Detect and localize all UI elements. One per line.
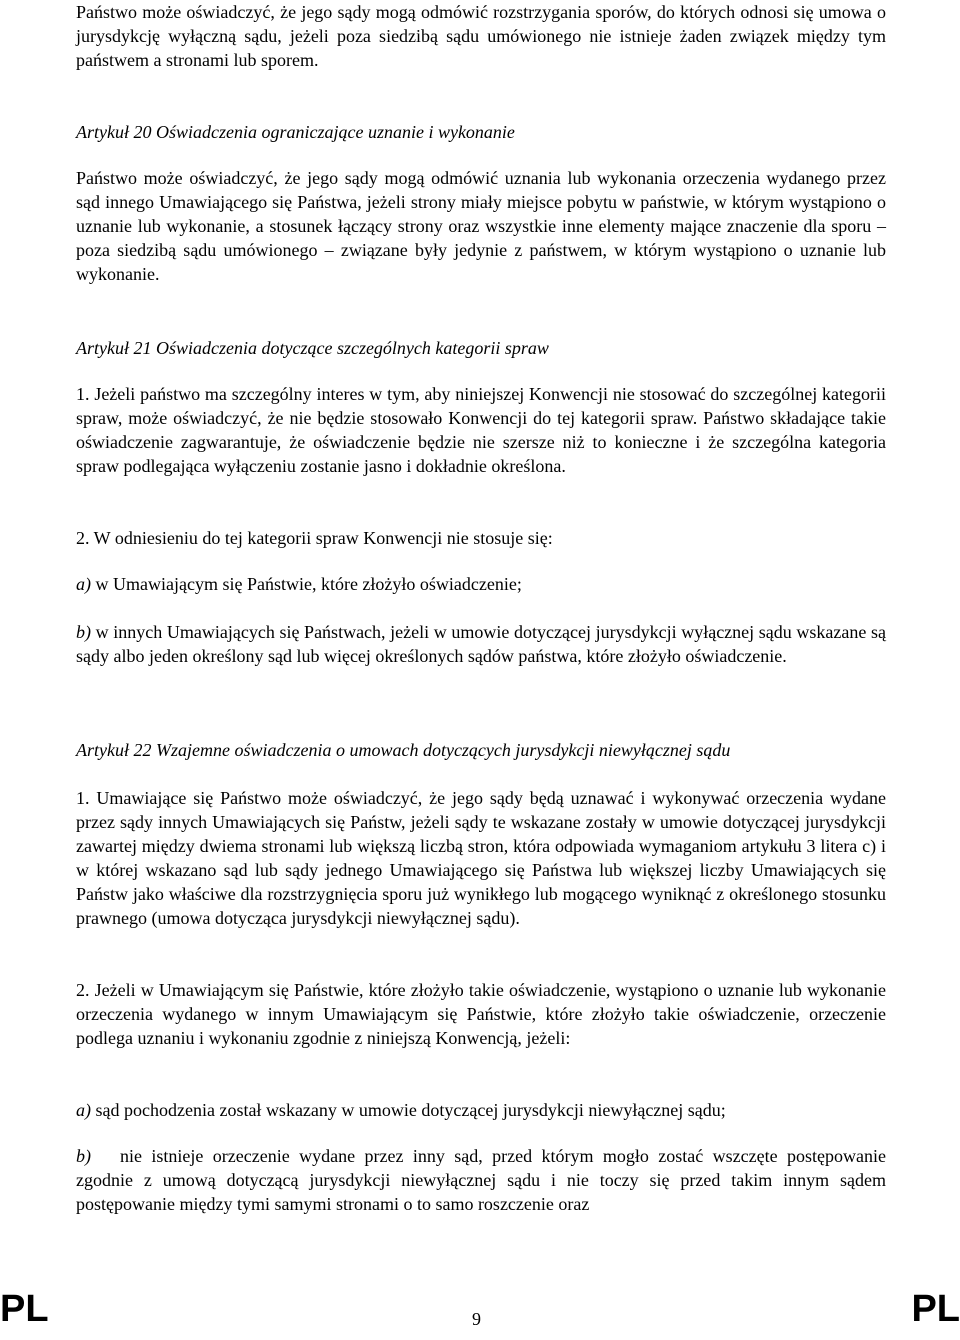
item-b-text: w innych Umawiających się Państwach, jeżeli w umowie dotyczącej jurysdykcji wyłącznej sądu wskazane są sądy albo jeden określony sąd lub więcej określonych sądów państwa, które złożyło oświadczenie. — [76, 622, 886, 666]
article-22-item-a — [76, 1098, 886, 1122]
article-21-paragraph-1: 1. Jeżeli państwo ma szczególny interes w tym, aby niniejszej Konwencji nie stosować do szczególnej kategorii spraw, może oświadczyć, że nie będzie stosowało Konwencji do tej kategorii spraw. Państwo składające takie oświadczenie zagwarantuje, że oświadczenie będzie nie szersze niż to konieczne i że szczególna kategoria spraw podlegająca wyłączeniu zostanie jasno i dokładnie określona. — [76, 384, 886, 476]
article-22-paragraph-1: 1. Umawiające się Państwo może oświadczyć, że jego sądy będą uznawać i wykonywać orzeczenia wydane przez sądy innych Umawiających się Państw, jeżeli sądy te wskazane zostały w umowie dotyczącej jurysdykcji zawartej między dwiema stronami lub większą liczbą stron, która odpowiada wymaganiom artykułu 3 litera c) i w której wskazano sąd lub sądy jednego Umawiającego się Państwa lub większej liczby Umawiających się Państw jako właściwe dla rozstrzygnięcia sporu już wynikłego lub mogącego wyniknąć z określonego stosunku prawnego (umowa dotycząca jurysdykcji niewyłącznej sądu). — [76, 788, 886, 928]
page-number: 9 — [472, 1309, 481, 1329]
article-20-heading: Artykuł 20 Oświadczenia ograniczające uznanie i wykonanie — [76, 122, 515, 142]
article-21-item-a — [76, 572, 886, 596]
article-21-heading: Artykuł 21 Oświadczenia dotyczące szczególnych kategorii spraw — [76, 338, 549, 358]
item-a-text: sąd pochodzenia został wskazany w umowie dotyczącej jurysdykcji niewyłącznej sądu; — [91, 1100, 726, 1120]
item-b-label: b) — [76, 1146, 91, 1166]
item-a-label: a) — [76, 1100, 91, 1120]
language-code-right: PL — [911, 1288, 960, 1330]
item-b-label: b) — [76, 622, 91, 642]
article-22-paragraph-2: 2. Jeżeli w Umawiającym się Państwie, które złożyło takie oświadczenie, wystąpiono o uznanie lub wykonanie orzeczenia wydanego w innym Umawiającym się Państwie, które złożyło takie oświadczenie, orzeczenie podlega uznaniu i wykonaniu zgodnie z niniejszą Konwencją, jeżeli: — [76, 980, 886, 1048]
article-21-item-b — [76, 620, 886, 668]
item-a-text: w Umawiającym się Państwie, które złożyło oświadczenie; — [91, 574, 522, 594]
page-footer — [0, 1290, 960, 1340]
article-21-paragraph-2: 2. W odniesieniu do tej kategorii spraw Konwencji nie stosuje się: — [76, 528, 553, 548]
article-22-heading: Artykuł 22 Wzajemne oświadczenia o umowach dotyczących jurysdykcji niewyłącznej sądu — [76, 740, 731, 760]
intro-paragraph: Państwo może oświadczyć, że jego sądy mogą odmówić rozstrzygania sporów, do których odnosi się umowa o jurysdykcję wyłączną sądu, jeżeli poza siedzibą sądu umówionego nie istnieje żaden związek między tym państwem a stronami lub sporem. — [76, 2, 886, 70]
article-22-item-b — [76, 1144, 886, 1216]
item-a-label: a) — [76, 574, 91, 594]
item-b-text: nie istnieje orzeczenie wydane przez inny sąd, przed którym mogło zostać wszczęte postępowanie zgodnie z umową dotyczącą jurysdykcji niewyłącznej sądu i nie toczy się przed takim innym sądem postępowanie między tymi samymi stronami o to samo roszczenie oraz — [76, 1146, 886, 1214]
article-20-text: Państwo może oświadczyć, że jego sądy mogą odmówić uznania lub wykonania orzeczenia wydanego przez sąd innego Umawiającego się Państwa, jeżeli strony miały miejsce pobytu w państwie, w którym wystąpiono o uznanie lub wykonanie, a stosunek łączący strony oraz wszystkie inne elementy mające znaczenie dla sporu – poza siedzibą sądu umówionego – związane były jedynie z państwem, w którym wystąpiono o uznanie lub wykonanie. — [76, 168, 886, 284]
language-code-left: PL — [0, 1288, 49, 1330]
